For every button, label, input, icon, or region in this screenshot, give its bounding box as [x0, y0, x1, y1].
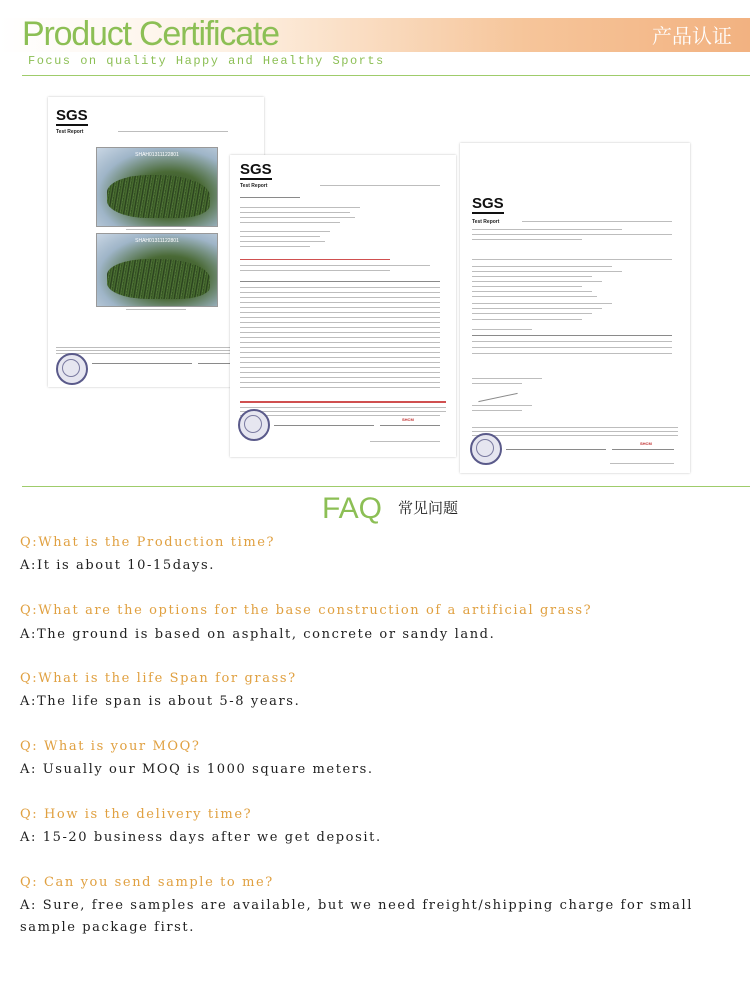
faq-title: FAQ — [322, 492, 383, 525]
rule — [472, 378, 542, 379]
rule — [240, 327, 440, 328]
rule — [92, 363, 192, 364]
rule — [472, 308, 602, 309]
rule — [240, 312, 440, 313]
rule — [472, 427, 678, 428]
faq-question: Q:What is the life Span for grass? — [20, 671, 297, 686]
faq-question: Q:What is the Production time? — [20, 535, 276, 550]
section-divider — [22, 486, 750, 487]
rule — [506, 449, 606, 450]
faq-answer: A:The life span is about 5-8 years. — [20, 694, 301, 709]
sgs-logo: SGS — [472, 195, 504, 212]
report-title: Test Report — [472, 219, 500, 225]
rule — [472, 291, 592, 292]
faq-question: Q: What is your MOQ? — [20, 739, 201, 754]
sample-photo: SHAH01311122801 — [96, 147, 218, 227]
rule — [240, 207, 360, 208]
faq-answer: A:It is about 10-15days. — [20, 558, 215, 573]
report-title: Test Report — [240, 183, 268, 189]
rule — [522, 221, 672, 222]
page-subtitle: Focus on quality Happy and Healthy Sports — [28, 54, 385, 68]
rule — [240, 372, 440, 373]
certificate-page-summary — [460, 143, 690, 473]
rule — [472, 259, 672, 260]
rule — [240, 241, 325, 242]
rule — [56, 350, 256, 351]
stamp-icon — [238, 409, 270, 441]
page-title-chinese: 产品认证 — [652, 24, 732, 48]
rule — [240, 287, 440, 288]
rule — [240, 197, 300, 198]
rule — [240, 362, 440, 363]
faq-answer: A: Usually our MOQ is 1000 square meters. — [20, 762, 374, 777]
rule — [126, 229, 186, 230]
rule — [240, 302, 440, 303]
sgs-logo: SGS — [56, 107, 88, 124]
signature — [478, 393, 517, 402]
rule — [610, 463, 674, 464]
rule — [472, 296, 597, 297]
rule — [472, 271, 622, 272]
rule — [472, 313, 592, 314]
rule — [240, 246, 310, 247]
rule — [240, 382, 440, 383]
rule — [240, 292, 440, 293]
rule — [472, 303, 612, 304]
rule — [56, 347, 256, 348]
rule — [472, 276, 592, 277]
certificate-page-results-table — [230, 155, 456, 457]
stamp-icon — [56, 353, 88, 385]
rule — [240, 332, 440, 333]
rule — [240, 352, 440, 353]
rule — [472, 266, 612, 267]
rule — [240, 357, 440, 358]
rule — [240, 322, 440, 323]
faq-question: Q:What are the options for the base construction of a artificial grass? — [20, 603, 593, 618]
faq-answer: A: 15-20 business days after we get deposit. — [20, 830, 382, 845]
rule — [370, 441, 440, 442]
rule — [380, 425, 440, 426]
rule — [240, 367, 440, 368]
rule — [274, 425, 374, 426]
rule — [240, 259, 390, 260]
rule — [472, 347, 672, 348]
rule — [240, 387, 440, 388]
rule — [240, 401, 446, 403]
sgs-mark: SHCM — [402, 417, 414, 422]
rule — [472, 234, 672, 235]
rule — [240, 342, 440, 343]
rule — [240, 265, 430, 266]
rule — [472, 329, 532, 330]
rule — [240, 347, 440, 348]
rule — [472, 341, 672, 342]
page-header — [0, 0, 750, 80]
rule — [240, 377, 440, 378]
rule — [472, 286, 582, 287]
rule — [472, 431, 678, 432]
rule — [472, 229, 622, 230]
faq-title-chinese: 常见问题 — [398, 499, 459, 517]
rule — [472, 335, 672, 336]
rule — [240, 281, 440, 282]
rule — [240, 231, 330, 232]
rule — [240, 270, 390, 271]
rule — [240, 297, 440, 298]
rule — [240, 407, 446, 408]
rule — [240, 236, 320, 237]
stamp-icon — [470, 433, 502, 465]
rule — [240, 415, 440, 416]
rule — [472, 281, 602, 282]
rule — [240, 411, 446, 412]
sgs-logo: SGS — [240, 161, 272, 178]
rule — [240, 317, 440, 318]
rule — [472, 435, 678, 436]
faq-question: Q: How is the delivery time? — [20, 807, 253, 822]
sample-photo: SHAH01311122801 — [96, 233, 218, 307]
rule — [320, 185, 440, 186]
rule — [472, 410, 522, 411]
rule — [126, 309, 186, 310]
report-title: Test Report — [56, 129, 84, 135]
rule — [472, 353, 672, 354]
rule — [240, 307, 440, 308]
rule — [240, 217, 355, 218]
faq-answer: A: Sure, free samples are available, but we need freight/shipping charge for small sample package first. — [20, 898, 693, 935]
rule — [472, 239, 582, 240]
rule — [472, 383, 522, 384]
rule — [240, 212, 350, 213]
rule — [240, 222, 340, 223]
rule — [472, 405, 532, 406]
certificate-gallery — [0, 95, 750, 480]
header-divider — [22, 75, 750, 76]
rule — [472, 319, 582, 320]
rule — [118, 131, 228, 132]
sgs-mark: SHCM — [640, 441, 652, 446]
faq-answer: A:The ground is based on asphalt, concrete or sandy land. — [20, 627, 496, 642]
faq-question: Q: Can you send sample to me? — [20, 875, 274, 890]
page-title: Product Certificate — [22, 15, 279, 53]
rule — [240, 337, 440, 338]
rule — [612, 449, 674, 450]
rule — [56, 353, 246, 354]
